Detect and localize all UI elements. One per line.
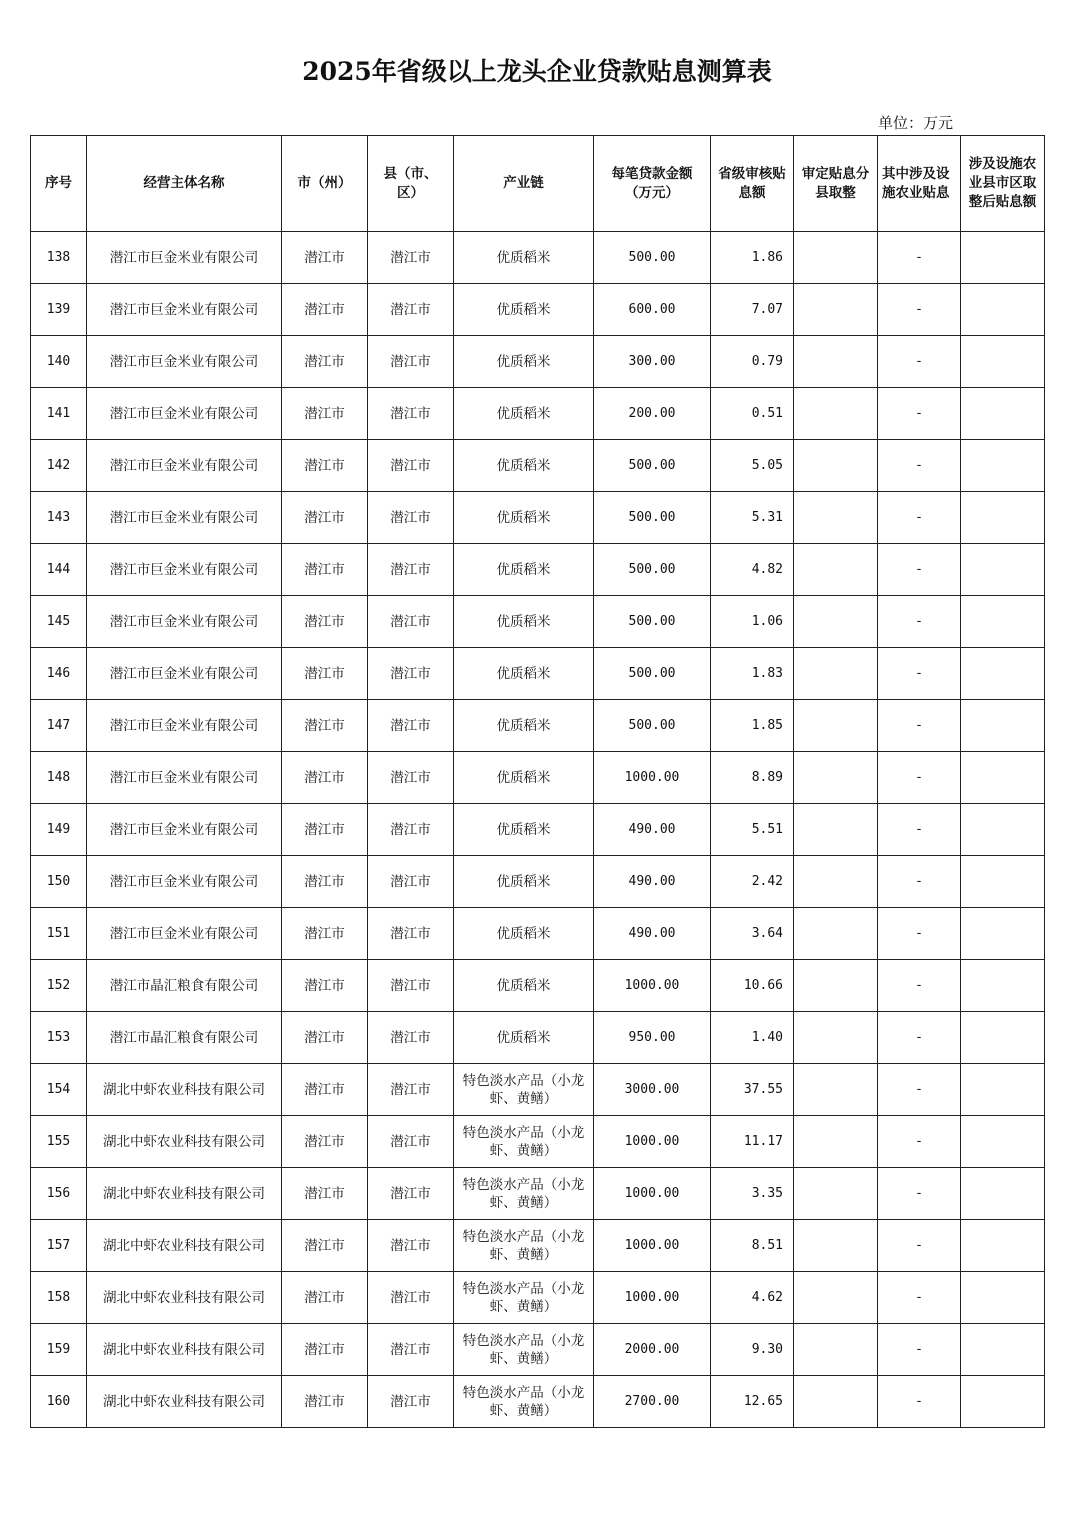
cell-facility-rounded	[961, 336, 1045, 388]
cell-facility-rounded	[961, 752, 1045, 804]
cell-rounded	[794, 908, 878, 960]
cell-chain: 特色淡水产品（小龙虾、黄鳝）	[454, 1168, 594, 1220]
cell-rounded	[794, 440, 878, 492]
table-row	[31, 1324, 1045, 1376]
table-row	[31, 596, 1045, 648]
cell-seq: 149	[31, 804, 87, 856]
cell-seq: 153	[31, 1012, 87, 1064]
cell-rounded	[794, 1376, 878, 1428]
cell-name: 潜江市晶汇粮食有限公司	[87, 1012, 282, 1064]
table-row	[31, 1116, 1045, 1168]
header-loan: 每笔贷款金额（万元）	[594, 136, 711, 232]
cell-chain: 优质稻米	[454, 804, 594, 856]
cell-chain: 特色淡水产品（小龙虾、黄鳝）	[454, 1324, 594, 1376]
table-row	[31, 336, 1045, 388]
cell-county: 潜江市	[368, 1324, 454, 1376]
cell-loan: 1000.00	[594, 1272, 711, 1324]
cell-city: 潜江市	[282, 492, 368, 544]
cell-provincial: 5.05	[711, 440, 794, 492]
cell-rounded	[794, 1220, 878, 1272]
cell-chain: 特色淡水产品（小龙虾、黄鳝）	[454, 1376, 594, 1428]
cell-facility: -	[878, 1272, 961, 1324]
cell-rounded	[794, 336, 878, 388]
cell-rounded	[794, 960, 878, 1012]
cell-city: 潜江市	[282, 648, 368, 700]
cell-seq: 156	[31, 1168, 87, 1220]
unit-label: 单位：万元	[878, 114, 954, 132]
cell-facility-rounded	[961, 1220, 1045, 1272]
cell-chain: 特色淡水产品（小龙虾、黄鳝）	[454, 1272, 594, 1324]
cell-provincial: 3.64	[711, 908, 794, 960]
cell-county: 潜江市	[368, 1012, 454, 1064]
cell-facility-rounded	[961, 1064, 1045, 1116]
cell-name: 潜江市巨金米业有限公司	[87, 544, 282, 596]
cell-facility: -	[878, 1168, 961, 1220]
cell-facility-rounded	[961, 388, 1045, 440]
cell-county: 潜江市	[368, 752, 454, 804]
cell-city: 潜江市	[282, 804, 368, 856]
cell-city: 潜江市	[282, 596, 368, 648]
cell-rounded	[794, 1272, 878, 1324]
cell-facility-rounded	[961, 908, 1045, 960]
cell-name: 潜江市巨金米业有限公司	[87, 232, 282, 284]
table-row	[31, 960, 1045, 1012]
cell-rounded	[794, 388, 878, 440]
cell-loan: 300.00	[594, 336, 711, 388]
cell-loan: 1000.00	[594, 1220, 711, 1272]
cell-seq: 159	[31, 1324, 87, 1376]
cell-rounded	[794, 856, 878, 908]
cell-chain: 优质稻米	[454, 232, 594, 284]
cell-loan: 500.00	[594, 492, 711, 544]
cell-facility: -	[878, 960, 961, 1012]
cell-facility: -	[878, 1116, 961, 1168]
cell-loan: 950.00	[594, 1012, 711, 1064]
cell-facility: -	[878, 908, 961, 960]
cell-county: 潜江市	[368, 596, 454, 648]
cell-name: 潜江市巨金米业有限公司	[87, 492, 282, 544]
cell-rounded	[794, 232, 878, 284]
cell-city: 潜江市	[282, 388, 368, 440]
cell-loan: 200.00	[594, 388, 711, 440]
cell-county: 潜江市	[368, 388, 454, 440]
cell-provincial: 7.07	[711, 284, 794, 336]
cell-loan: 1000.00	[594, 752, 711, 804]
cell-name: 潜江市巨金米业有限公司	[87, 388, 282, 440]
cell-county: 潜江市	[368, 1272, 454, 1324]
header-city: 市（州）	[282, 136, 368, 232]
cell-loan: 500.00	[594, 596, 711, 648]
cell-county: 潜江市	[368, 700, 454, 752]
cell-rounded	[794, 544, 878, 596]
cell-name: 潜江市巨金米业有限公司	[87, 700, 282, 752]
cell-city: 潜江市	[282, 1272, 368, 1324]
cell-facility: -	[878, 1220, 961, 1272]
cell-facility: -	[878, 1012, 961, 1064]
cell-name: 潜江市巨金米业有限公司	[87, 440, 282, 492]
cell-seq: 145	[31, 596, 87, 648]
cell-city: 潜江市	[282, 856, 368, 908]
cell-name: 潜江市巨金米业有限公司	[87, 284, 282, 336]
cell-facility: -	[878, 596, 961, 648]
header-county: 县（市、区）	[368, 136, 454, 232]
cell-city: 潜江市	[282, 960, 368, 1012]
cell-provincial: 4.82	[711, 544, 794, 596]
cell-city: 潜江市	[282, 284, 368, 336]
cell-name: 潜江市巨金米业有限公司	[87, 648, 282, 700]
cell-facility-rounded	[961, 700, 1045, 752]
table-row	[31, 440, 1045, 492]
cell-loan: 600.00	[594, 284, 711, 336]
table-row	[31, 1376, 1045, 1428]
cell-chain: 优质稻米	[454, 284, 594, 336]
cell-chain: 特色淡水产品（小龙虾、黄鳝）	[454, 1064, 594, 1116]
cell-county: 潜江市	[368, 1168, 454, 1220]
cell-loan: 500.00	[594, 440, 711, 492]
cell-facility-rounded	[961, 1012, 1045, 1064]
cell-county: 潜江市	[368, 1064, 454, 1116]
cell-seq: 148	[31, 752, 87, 804]
cell-county: 潜江市	[368, 1376, 454, 1428]
cell-loan: 500.00	[594, 700, 711, 752]
cell-county: 潜江市	[368, 232, 454, 284]
cell-chain: 优质稻米	[454, 960, 594, 1012]
cell-county: 潜江市	[368, 648, 454, 700]
cell-loan: 1000.00	[594, 1116, 711, 1168]
cell-facility: -	[878, 1376, 961, 1428]
cell-provincial: 37.55	[711, 1064, 794, 1116]
cell-provincial: 8.51	[711, 1220, 794, 1272]
cell-city: 潜江市	[282, 544, 368, 596]
cell-city: 潜江市	[282, 1012, 368, 1064]
cell-provincial: 1.85	[711, 700, 794, 752]
cell-facility-rounded	[961, 596, 1045, 648]
cell-seq: 155	[31, 1116, 87, 1168]
cell-name: 湖北中虾农业科技有限公司	[87, 1168, 282, 1220]
cell-seq: 143	[31, 492, 87, 544]
table-row	[31, 1168, 1045, 1220]
cell-rounded	[794, 648, 878, 700]
cell-city: 潜江市	[282, 700, 368, 752]
cell-facility: -	[878, 1324, 961, 1376]
cell-chain: 特色淡水产品（小龙虾、黄鳝）	[454, 1116, 594, 1168]
cell-name: 潜江市巨金米业有限公司	[87, 804, 282, 856]
cell-rounded	[794, 284, 878, 336]
cell-seq: 138	[31, 232, 87, 284]
cell-facility: -	[878, 388, 961, 440]
cell-name: 潜江市巨金米业有限公司	[87, 596, 282, 648]
cell-provincial: 5.31	[711, 492, 794, 544]
cell-name: 潜江市巨金米业有限公司	[87, 856, 282, 908]
subsidy-table	[30, 135, 1045, 1428]
cell-provincial: 1.83	[711, 648, 794, 700]
cell-provincial: 4.62	[711, 1272, 794, 1324]
cell-name: 湖北中虾农业科技有限公司	[87, 1220, 282, 1272]
cell-facility: -	[878, 752, 961, 804]
table-row	[31, 544, 1045, 596]
cell-county: 潜江市	[368, 544, 454, 596]
cell-loan: 2700.00	[594, 1376, 711, 1428]
cell-facility-rounded	[961, 648, 1045, 700]
cell-provincial: 0.51	[711, 388, 794, 440]
cell-county: 潜江市	[368, 440, 454, 492]
cell-seq: 152	[31, 960, 87, 1012]
cell-county: 潜江市	[368, 284, 454, 336]
cell-seq: 160	[31, 1376, 87, 1428]
cell-facility-rounded	[961, 1168, 1045, 1220]
cell-rounded	[794, 1064, 878, 1116]
cell-provincial: 8.89	[711, 752, 794, 804]
cell-provincial: 1.40	[711, 1012, 794, 1064]
cell-seq: 139	[31, 284, 87, 336]
cell-provincial: 5.51	[711, 804, 794, 856]
cell-facility-rounded	[961, 544, 1045, 596]
cell-facility: -	[878, 492, 961, 544]
cell-city: 潜江市	[282, 336, 368, 388]
cell-facility-rounded	[961, 492, 1045, 544]
cell-facility: -	[878, 804, 961, 856]
cell-name: 湖北中虾农业科技有限公司	[87, 1064, 282, 1116]
cell-facility: -	[878, 856, 961, 908]
cell-loan: 490.00	[594, 908, 711, 960]
cell-provincial: 11.17	[711, 1116, 794, 1168]
cell-seq: 150	[31, 856, 87, 908]
cell-rounded	[794, 1324, 878, 1376]
cell-loan: 490.00	[594, 804, 711, 856]
cell-city: 潜江市	[282, 1376, 368, 1428]
header-chain: 产业链	[454, 136, 594, 232]
table-row	[31, 1012, 1045, 1064]
cell-rounded	[794, 804, 878, 856]
cell-provincial: 9.30	[711, 1324, 794, 1376]
table-row	[31, 908, 1045, 960]
cell-provincial: 12.65	[711, 1376, 794, 1428]
cell-city: 潜江市	[282, 1324, 368, 1376]
cell-name: 潜江市晶汇粮食有限公司	[87, 960, 282, 1012]
cell-provincial: 3.35	[711, 1168, 794, 1220]
cell-seq: 157	[31, 1220, 87, 1272]
cell-provincial: 1.06	[711, 596, 794, 648]
cell-city: 潜江市	[282, 908, 368, 960]
cell-facility: -	[878, 232, 961, 284]
cell-name: 潜江市巨金米业有限公司	[87, 336, 282, 388]
cell-rounded	[794, 1116, 878, 1168]
cell-provincial: 1.86	[711, 232, 794, 284]
cell-name: 湖北中虾农业科技有限公司	[87, 1116, 282, 1168]
header-row	[31, 136, 1045, 232]
cell-provincial: 0.79	[711, 336, 794, 388]
table-row	[31, 804, 1045, 856]
header-facility: 其中涉及设施农业贴息	[878, 136, 961, 232]
cell-city: 潜江市	[282, 752, 368, 804]
cell-name: 湖北中虾农业科技有限公司	[87, 1324, 282, 1376]
header-name: 经营主体名称	[87, 136, 282, 232]
cell-name: 潜江市巨金米业有限公司	[87, 908, 282, 960]
cell-rounded	[794, 700, 878, 752]
cell-seq: 146	[31, 648, 87, 700]
cell-chain: 优质稻米	[454, 492, 594, 544]
cell-facility-rounded	[961, 232, 1045, 284]
cell-rounded	[794, 492, 878, 544]
cell-seq: 154	[31, 1064, 87, 1116]
cell-chain: 优质稻米	[454, 1012, 594, 1064]
table-row	[31, 388, 1045, 440]
cell-seq: 141	[31, 388, 87, 440]
cell-county: 潜江市	[368, 1220, 454, 1272]
cell-city: 潜江市	[282, 1116, 368, 1168]
cell-seq: 147	[31, 700, 87, 752]
cell-facility: -	[878, 284, 961, 336]
cell-name: 湖北中虾农业科技有限公司	[87, 1272, 282, 1324]
cell-chain: 优质稻米	[454, 700, 594, 752]
cell-chain: 优质稻米	[454, 596, 594, 648]
cell-facility: -	[878, 700, 961, 752]
table-row	[31, 1064, 1045, 1116]
cell-loan: 500.00	[594, 544, 711, 596]
table-row	[31, 752, 1045, 804]
cell-chain: 优质稻米	[454, 752, 594, 804]
table-row	[31, 700, 1045, 752]
cell-seq: 144	[31, 544, 87, 596]
page-title: 2025年省级以上龙头企业贷款贴息测算表	[302, 57, 772, 86]
cell-county: 潜江市	[368, 336, 454, 388]
cell-city: 潜江市	[282, 1064, 368, 1116]
table-row	[31, 492, 1045, 544]
cell-chain: 优质稻米	[454, 544, 594, 596]
table-row	[31, 1272, 1045, 1324]
table-row	[31, 648, 1045, 700]
header-seq: 序号	[31, 136, 87, 232]
cell-facility-rounded	[961, 440, 1045, 492]
cell-name: 湖北中虾农业科技有限公司	[87, 1376, 282, 1428]
cell-chain: 特色淡水产品（小龙虾、黄鳝）	[454, 1220, 594, 1272]
table-row	[31, 284, 1045, 336]
cell-county: 潜江市	[368, 908, 454, 960]
cell-facility-rounded	[961, 1376, 1045, 1428]
header-provincial: 省级审核贴息额	[711, 136, 794, 232]
cell-loan: 490.00	[594, 856, 711, 908]
cell-facility-rounded	[961, 804, 1045, 856]
header-facility-rounded: 涉及设施农业县市区取整后贴息额	[961, 136, 1045, 232]
cell-rounded	[794, 596, 878, 648]
cell-facility-rounded	[961, 1324, 1045, 1376]
cell-chain: 优质稻米	[454, 388, 594, 440]
cell-seq: 151	[31, 908, 87, 960]
table-row	[31, 232, 1045, 284]
cell-county: 潜江市	[368, 804, 454, 856]
cell-chain: 优质稻米	[454, 336, 594, 388]
cell-seq: 142	[31, 440, 87, 492]
cell-facility: -	[878, 336, 961, 388]
cell-chain: 优质稻米	[454, 908, 594, 960]
cell-provincial: 2.42	[711, 856, 794, 908]
cell-facility-rounded	[961, 960, 1045, 1012]
cell-facility: -	[878, 648, 961, 700]
cell-county: 潜江市	[368, 1116, 454, 1168]
cell-facility-rounded	[961, 1116, 1045, 1168]
cell-name: 潜江市巨金米业有限公司	[87, 752, 282, 804]
cell-chain: 优质稻米	[454, 440, 594, 492]
cell-city: 潜江市	[282, 1220, 368, 1272]
cell-seq: 140	[31, 336, 87, 388]
cell-county: 潜江市	[368, 960, 454, 1012]
table-row	[31, 1220, 1045, 1272]
cell-loan: 1000.00	[594, 960, 711, 1012]
cell-rounded	[794, 1012, 878, 1064]
cell-county: 潜江市	[368, 856, 454, 908]
cell-loan: 1000.00	[594, 1168, 711, 1220]
cell-facility: -	[878, 544, 961, 596]
cell-loan: 3000.00	[594, 1064, 711, 1116]
cell-city: 潜江市	[282, 1168, 368, 1220]
cell-loan: 500.00	[594, 648, 711, 700]
cell-facility: -	[878, 1064, 961, 1116]
cell-provincial: 10.66	[711, 960, 794, 1012]
cell-facility-rounded	[961, 856, 1045, 908]
cell-facility: -	[878, 440, 961, 492]
cell-loan: 500.00	[594, 232, 711, 284]
cell-facility-rounded	[961, 1272, 1045, 1324]
cell-chain: 优质稻米	[454, 648, 594, 700]
cell-city: 潜江市	[282, 232, 368, 284]
cell-rounded	[794, 1168, 878, 1220]
header-rounded: 审定贴息分县取整	[794, 136, 878, 232]
cell-facility-rounded	[961, 284, 1045, 336]
cell-city: 潜江市	[282, 440, 368, 492]
cell-loan: 2000.00	[594, 1324, 711, 1376]
table-row	[31, 856, 1045, 908]
cell-chain: 优质稻米	[454, 856, 594, 908]
cell-county: 潜江市	[368, 492, 454, 544]
cell-seq: 158	[31, 1272, 87, 1324]
cell-rounded	[794, 752, 878, 804]
